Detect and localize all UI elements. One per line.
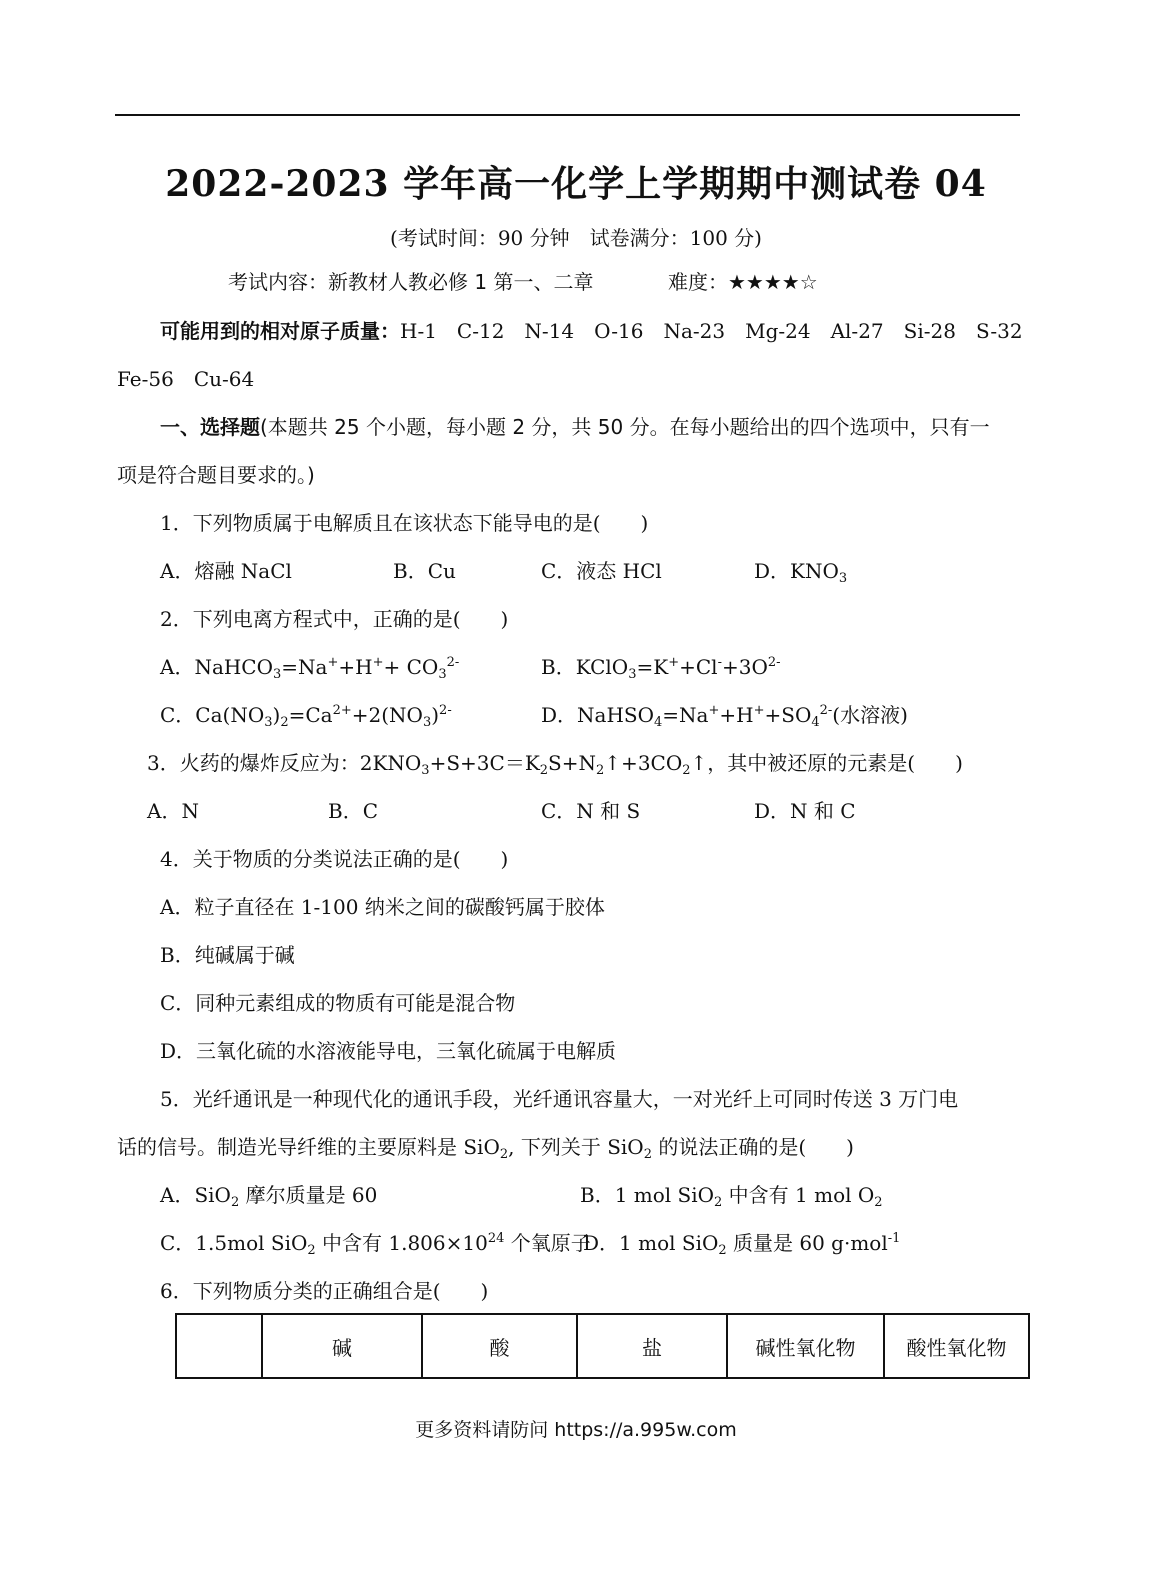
q3-option-a: A．N: [147, 799, 199, 823]
q3-option-b: B．C: [328, 799, 378, 823]
q2-option-a: A．NaHCO$_3$=Na++H++ $CO_3^{2-}$: [160, 655, 460, 682]
q3-stem: 3．火药的爆炸反应为：$2KNO_3+S+3C=K_2S+N_2↑+3CO_2↑$，其中被还原的元素是( ): [147, 751, 963, 778]
difficulty-line: [668, 268, 818, 296]
q3-option-c: C．N 和 S: [541, 799, 641, 823]
q3-option-d: D．N 和 C: [754, 799, 856, 823]
header-rule: [115, 114, 1020, 116]
q5-option-d: D．1 mol SiO$_2$ 质量是 60 g·mol$^{-1}$: [583, 1231, 901, 1258]
difficulty-stars: ★★★★☆: [728, 270, 818, 294]
q1-option-a: A．熔融 NaCl: [160, 559, 292, 583]
q1-stem: 1．下列物质属于电解质且在该状态下能导电的是( ): [160, 511, 649, 535]
q5-option-a: A．SiO$_2$ 摩尔质量是 60: [160, 1183, 378, 1210]
q1-option-c: C．液态 HCl: [541, 559, 662, 583]
table-header-cell: 碱性氧化物: [727, 1314, 884, 1378]
table-header-cell: 酸性氧化物: [884, 1314, 1029, 1378]
table-header-cell: [176, 1314, 262, 1378]
content-line: [228, 268, 593, 296]
section-heading-line: [160, 413, 990, 441]
q6-stem: 6．下列物质分类的正确组合是( ): [160, 1279, 489, 1303]
classification-table: [175, 1313, 1030, 1379]
section-desc: (本题共 25 个小题，每小题 2 分，共 50 分。在每小题给出的四个选项中，只有一: [260, 415, 990, 439]
atomic-mass-line: [160, 317, 1023, 345]
atomic-mass-label: 可能用到的相对原子质量：: [160, 319, 400, 343]
q4-stem: 4．关于物质的分类说法正确的是( ): [160, 847, 509, 871]
section-desc-cont: 项是符合题目要求的。): [117, 463, 315, 487]
q5-stem-cont: 话的信号。制造光导纤维的主要原料是 SiO$_2$, 下列关于 SiO$_2$ 的说法正确的是( ): [117, 1135, 854, 1162]
q2-option-b: B．$KClO_3=K^++Cl^-+3O^{2-}$: [541, 655, 781, 682]
q2-option-c: C．$Ca(NO_3)_2=Ca^{2+}+2(NO_3)^{2-}$: [160, 703, 452, 730]
q1-option-b: B．Cu: [393, 559, 456, 583]
q5-option-b: B．1 mol SiO$_2$ 中含有 1 mol $O_2$: [580, 1183, 883, 1210]
footer-link-text: 更多资料请防问 https://a.995w.com: [415, 1419, 737, 1441]
content-label: 考试内容：新教材人教必修 1 第一、二章: [228, 270, 594, 294]
section-heading: 一、选择题: [160, 415, 260, 439]
q4-option-c: C．同种元素组成的物质有可能是混合物: [160, 991, 516, 1015]
page-title: 2022-2023 学年高一化学上学期期中测试卷 04: [165, 163, 987, 205]
difficulty-label: 难度：: [668, 270, 728, 294]
atomic-masses: H-1 C-12 N-14 O-16 Na-23 Mg-24 Al-27 Si-28 S-32: [400, 319, 1023, 343]
q5-option-c: C．1.5mol SiO$_2$ 中含有 $1.806\times 10^{24}$ 个氧原子: [160, 1231, 591, 1258]
q5-stem: 5．光纤通讯是一种现代化的通讯手段，光纤通讯容量大，一对光纤上可同时传送 3 万门电: [160, 1087, 959, 1111]
table-header-cell: 碱: [262, 1314, 422, 1378]
q1-option-d: D．$KNO_3$: [754, 559, 848, 586]
table-header-cell: 酸: [422, 1314, 577, 1378]
q4-option-d: D．三氧化硫的水溶液能导电，三氧化硫属于电解质: [160, 1039, 617, 1063]
q2-option-d: D．$NaHSO_4=Na^++H^++SO_4^{2-}$(水溶液): [541, 703, 908, 730]
atomic-masses-cont: Fe-56 Cu-64: [117, 367, 255, 391]
q4-option-a: A．粒子直径在 1-100 纳米之间的碳酸钙属于胶体: [160, 895, 605, 919]
q2-stem: 2．下列电离方程式中，正确的是( ): [160, 607, 509, 631]
table-header-row: [176, 1314, 1029, 1378]
exam-info: (考试时间：90 分钟 试卷满分：100 分): [390, 226, 762, 250]
table-header-cell: 盐: [577, 1314, 727, 1378]
q4-option-b: B．纯碱属于碱: [160, 943, 295, 967]
